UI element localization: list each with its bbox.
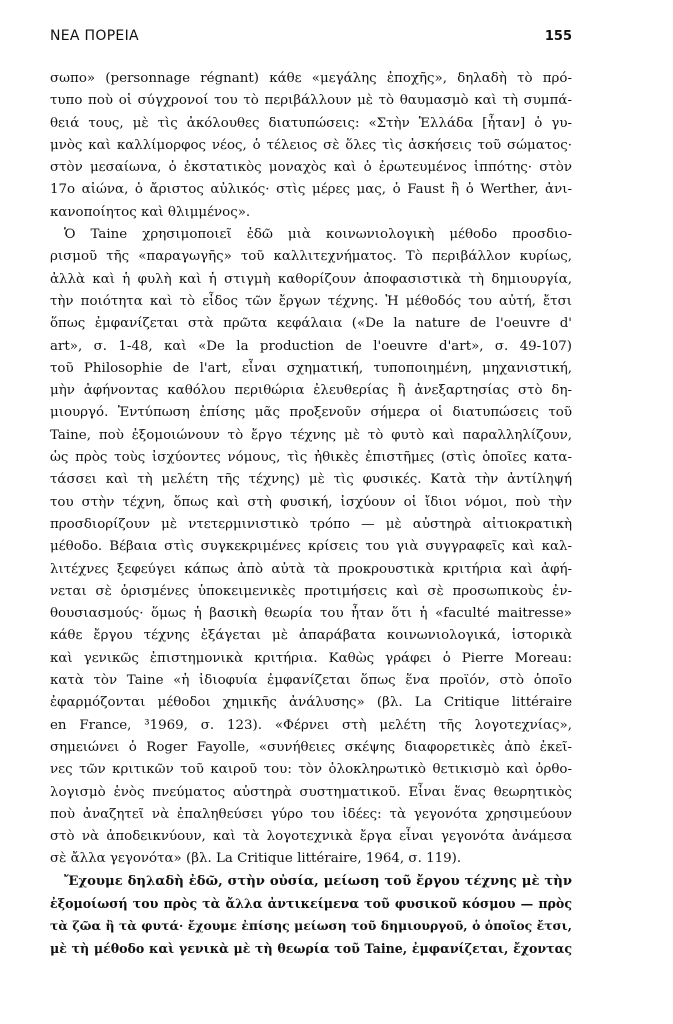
text-line: ἀλλὰ καὶ ἡ φυλὴ καὶ ἡ στιγμὴ καθορίζουν ἀποφασιστικὰ τὴ δημιουργία, (50, 271, 572, 287)
text-line: ὡς πρὸς τοὺς ἰσχύοντες νόμους, τὶς ἠθικὲς ἐπιστῆμες (στὶς ὁποῖες κατα- (50, 450, 572, 466)
text-line: κάθε ἔργου τέχνης ἐξάγεται μὲ ἀπαράβατα κοινωνιολογικά, ἱστορικὰ (50, 628, 572, 644)
text-line: μὴν ἀφήνοντας καθόλου περιθώρια ἐλευθερίας ἢ ἀνεξαρτησίας στὸ δη- (50, 383, 572, 399)
text-line: θειά τους, μὲ τὶς ἀκόλουθες διατυπώσεις: «Στὴν Ἑλλάδα [ἦταν] ὁ γυ- (50, 115, 572, 131)
text-line: θουσιασμούς· ὅμως ἡ βασικὴ θεωρία του ἦταν ὅτι ἡ «faculté maitresse» (50, 606, 572, 622)
text-line: ὅπως ἐμφανίζεται στὰ πρῶτα κεφάλαια («De la nature de l'oeuvre d' (50, 316, 572, 332)
text-line: νεται σὲ ὁρισμένες ὑποκειμενικὲς προτιμήσεις καὶ σὲ προσωπικοὺς ἐν- (50, 583, 572, 599)
text-line: μιουργό. Ἐντύπωση ἐπίσης μᾶς προξενοῦν σήμερα οἱ διατυπώσεις τοῦ (50, 405, 572, 421)
body-text (50, 68, 572, 960)
page-number: 155 (544, 29, 572, 44)
text-line: Taine, ποὺ ἐξομοιώνουν τὸ ἔργο τέχνης μὲ τὸ φυτὸ καὶ παραλληλίζουν, (50, 427, 572, 443)
text-line: κανοποίητος καὶ θλιμμένος». (50, 204, 251, 220)
text-line: τοῦ Philosophie de l'art, εἶναι σχηματική, τυποποιημένη, μηχανιστική, (50, 360, 572, 376)
text-line: τὰ ζῶα ἢ τὰ φυτά· ἔχουμε ἐπίσης μείωση τοῦ δημιουργοῦ, ὁ ὁποῖος ἔτσι, (50, 918, 572, 934)
text-line: ποὺ ἀναζητεῖ νὰ ἐπαληθεύσει γύρο του ἰδέες: τὰ γεγονότα χρησιμεύουν (50, 806, 572, 822)
text-line: σημειώνει ὁ Roger Fayolle, «συνήθειες σκέψης διαφορετικὲς ἀπὸ ἐκεῖ- (50, 739, 572, 755)
text-line: κατὰ τὸν Taine «ἡ ἰδιοφυία ἐμφανίζεται ὅπως ἕνα προϊόν, στὸ ὁποῖο (50, 673, 572, 689)
text-line: μέθοδο. Βέβαια στὶς συγκεκριμένες κρίσεις του γιὰ συγγραφεῖς καὶ καλ- (50, 539, 572, 555)
paragraph-start-line: Ἔχουμε δηλαδὴ ἐδῶ, στὴν οὐσία, μείωση τοῦ ἔργου τέχνης μὲ τὴν (64, 873, 572, 889)
page-header (50, 28, 572, 44)
text-line: σωπο» (personnage régnant) κάθε «μεγάλης ἐποχῆς», δηλαδὴ τὸ πρό- (50, 71, 572, 86)
text-line: τάσσει καὶ τὴ μελέτη τῆς τέχνης) μὲ τὶς φυσικές. Κατὰ τὴν ἀντίληψή (50, 472, 572, 488)
text-line: τὴν ποιότητα καὶ τὸ εἶδος τῶν ἔργων τέχνης. Ἡ μέθοδός του αὐτή, ἔτσι (50, 293, 572, 309)
text-line: μνὸς καὶ καλλίμορφος νέος, ὁ τέλειος σὲ ὅλες τὶς ἀσκήσεις τοῦ σώματος· (50, 137, 572, 153)
text-line: σὲ ἄλλα γεγονότα» (βλ. La Critique littéraire, 1964, σ. 119). (50, 851, 462, 867)
text-line: en France, ³1969, σ. 123). «Φέρνει στὴ μελέτη τῆς λογοτεχνίας», (50, 717, 572, 733)
text-line: μὲ τὴ μέθοδο καὶ γενικὰ μὲ τὴ θεωρία τοῦ Taine, ἐμφανίζεται, ἔχοντας (50, 940, 572, 956)
text-line: του στὴν τέχνη, ὅπως καὶ στὴ φυσική, ἰσχύουν οἱ ἴδιοι νόμοι, ποὺ τὴν (50, 494, 572, 510)
text-line: ἐξομοίωσή του πρὸς τὰ ἄλλα ἀντικείμενα τοῦ φυσικοῦ κόσμου — πρὸς (50, 895, 572, 911)
text-line: στὸν μεσαίωνα, ὁ ἐκστατικὸς μοναχὸς καὶ ὁ ἐρωτευμένος ἱππότης· στὸν (50, 160, 572, 176)
text-line: art», σ. 1-48, καὶ «De la production de l'oeuvre d'art», σ. 49-107) (50, 338, 572, 354)
text-line: νες τῶν κριτικῶν τοῦ καιροῦ του: τὸν ὁλοκληρωτικὸ θετικισμὸ καὶ ὀρθο- (50, 762, 572, 778)
running-head: ΝΕΑ ΠΟΡΕΙΑ (50, 28, 139, 44)
text-line: καὶ γενικῶς ἐπιστημονικὰ κριτήρια. Καθὼς γράφει ὁ Pierre Moreau: (50, 650, 572, 666)
text-line: ρισμοῦ τῆς «παραγωγῆς» τοῦ καλλιτεχνήματος. Τὸ περιβάλλον κυρίως, (50, 249, 572, 265)
text-line: 17ο αἰώνα, ὁ ἄριστος αὐλικός· στὶς μέρες μας, ὁ Faust ἢ ὁ Werther, ἀνι- (50, 182, 572, 198)
text-line: λογισμὸ ἑνὸς πνεύματος αὐστηρὰ συστηματικοῦ. Εἶναι ἕνας θεωρητικὸς (50, 784, 572, 800)
text-line: λιτέχνες ξεφεύγει κάπως ἀπὸ αὐτὰ τὰ προκρουστικὰ κριτήρια καὶ ἀφή- (50, 561, 572, 577)
text-line: ἐφαρμόζονται μέθοδοι χημικῆς ἀνάλυσης» (βλ. La Critique littéraire (50, 695, 572, 711)
text-line: προσδιορίζουν μὲ ντετερμινιστικὸ τρόπο — μὲ αὐστηρὰ αἰτιοκρατικὴ (50, 516, 572, 532)
text-line: στὸ νὰ ἀποδεικνύουν, καὶ τὰ λογοτεχνικὰ ἔργα εἶναι γεγονότα ἀνάμεσα (50, 829, 572, 845)
paragraph-start-line: Ὁ Taine χρησιμοποιεῖ ἐδῶ μιὰ κοινωνιολογικὴ μέθοδο προσδιο- (64, 227, 572, 243)
text-line: τυπο ποὺ οἱ σύγχρονοί του τὸ περιβάλλουν μὲ τὸ θαυμασμὸ καὶ τὴ συμπά- (50, 93, 572, 109)
